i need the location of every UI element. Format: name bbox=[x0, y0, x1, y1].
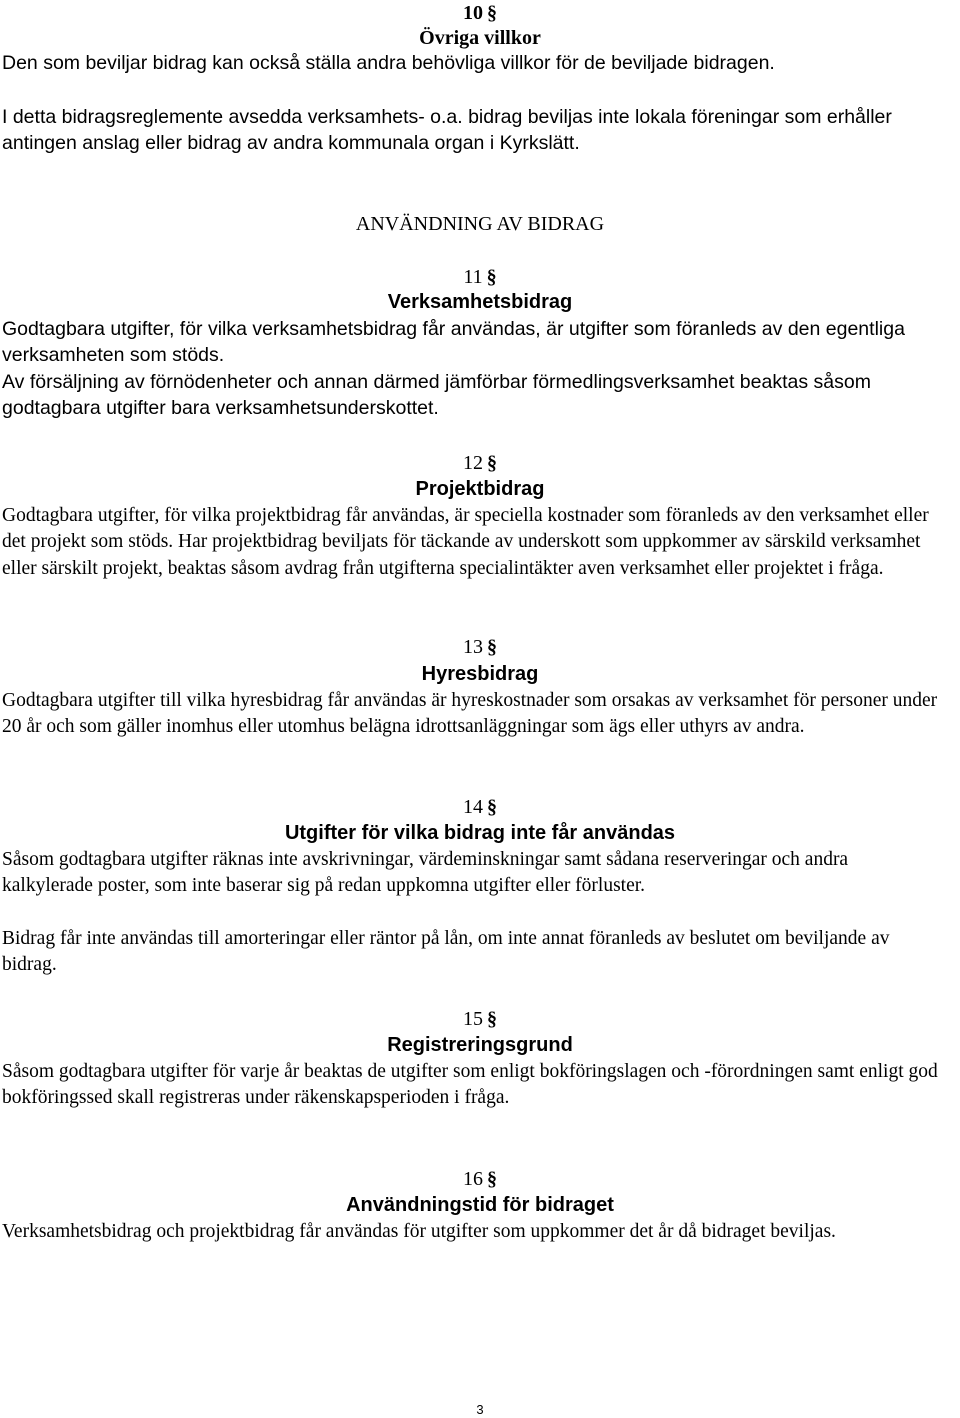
section-15-number-line bbox=[0, 1006, 960, 1032]
section-sign-icon: § bbox=[487, 2, 497, 24]
section-sign-icon: § bbox=[487, 1168, 497, 1190]
section-12-title: Projektbidrag bbox=[415, 478, 545, 500]
section-11-title: Verksamhetsbidrag bbox=[387, 291, 573, 313]
section-14-title: Utgifter för vilka bidrag inte får användas bbox=[284, 822, 676, 844]
section-13-number-line bbox=[0, 634, 960, 660]
section-14-paragraph-1: Såsom godtagbara utgifter räknas inte avskrivningar, värdeminskningar samt sådana reserveringar och andra kalkylerade poster, som inte baserar sig på redan uppkomna utgifter eller förluster. bbox=[2, 849, 849, 897]
section-15-paragraph-1: Såsom godtagbara utgifter för varje år beaktas de utgifter som enligt bokföringslagen och -förordningen samt enligt god bokföringssed skall registreras under räkenskapsperioden i fråga. bbox=[2, 1061, 938, 1109]
section-14-paragraph-2: Bidrag får inte användas till amorteringar eller räntor på lån, om inte annat föranleds av beslutet om beviljande av bidrag. bbox=[2, 928, 890, 976]
section-16-number-line bbox=[0, 1166, 960, 1192]
section-12-paragraph-1: Godtagbara utgifter, för vilka projektbidrag får användas, är speciella kostnader som föranleds av den verksamhet eller det projekt som stöds. Har projektbidrag beviljats för täckande av underskott som uppkommer av särskild verksamhet eller särskilt projekt, beaktas såsom avdrag från utgifterna specialintäkter aven verksamhet eller projektet i fråga. bbox=[2, 505, 929, 579]
section-11-paragraph-1: Godtagbara utgifter, för vilka verksamhetsbidrag får användas, är utgifter som föranleds av den egentliga verksamheten som stöds. bbox=[2, 318, 905, 367]
section-14-number-line bbox=[0, 794, 960, 820]
section-10-paragraph-1: Den som beviljar bidrag kan också ställa andra behövliga villkor för de beviljade bidragen. bbox=[2, 52, 775, 74]
section-15-number: 15 bbox=[463, 1008, 483, 1030]
section-sign-icon: § bbox=[486, 266, 497, 288]
section-10-number: 10 bbox=[463, 2, 483, 24]
section-16-title: Användningstid för bidraget bbox=[346, 1194, 614, 1216]
section-10-paragraph-2: I detta bidragsreglemente avsedda verksamhets- o.a. bidrag beviljas inte lokala föreningar som erhåller antingen anslag eller bidrag av andra kommunala organ i Kyrkslätt. bbox=[2, 106, 892, 155]
section-sign-icon: § bbox=[487, 1008, 497, 1030]
section-16-number: 16 bbox=[463, 1168, 483, 1190]
section-sign-icon: § bbox=[487, 452, 497, 474]
section-12-number-line bbox=[0, 450, 960, 476]
section-13-paragraph-1: Godtagbara utgifter till vilka hyresbidrag får användas är hyreskostnader som orsakas av verksamhet för personer under 20 år och som gäller inomhus eller utomhus belägna idrottsanläggningar som ägs eller uthyrs av andra. bbox=[2, 690, 938, 738]
section-16-paragraph-1: Verksamhetsbidrag och projektbidrag får användas för utgifter som uppkommer det år då bidraget beviljas. bbox=[2, 1221, 836, 1242]
chapter-heading: ANVÄNDNING AV BIDRAG bbox=[355, 213, 605, 235]
page-number: 3 bbox=[476, 1402, 484, 1417]
section-sign-icon: § bbox=[487, 636, 497, 658]
section-13-number: 13 bbox=[463, 636, 483, 658]
section-sign-icon: § bbox=[487, 796, 497, 818]
section-11-paragraph-2: Av försäljning av förnödenheter och annan därmed jämförbar förmedlingsverksamhet beaktas såsom godtagbara utgifter bara verksamhetsunderskottet. bbox=[2, 371, 871, 420]
section-10-number-line bbox=[0, 0, 960, 26]
section-15-title: Registreringsgrund bbox=[387, 1034, 573, 1056]
section-14-number: 14 bbox=[463, 796, 483, 818]
section-10-title: Övriga villkor bbox=[419, 27, 541, 49]
section-12-number: 12 bbox=[463, 452, 483, 474]
section-11-number-line bbox=[0, 264, 960, 290]
section-13-title: Hyresbidrag bbox=[421, 663, 539, 685]
section-11-number: 11 bbox=[463, 266, 483, 288]
